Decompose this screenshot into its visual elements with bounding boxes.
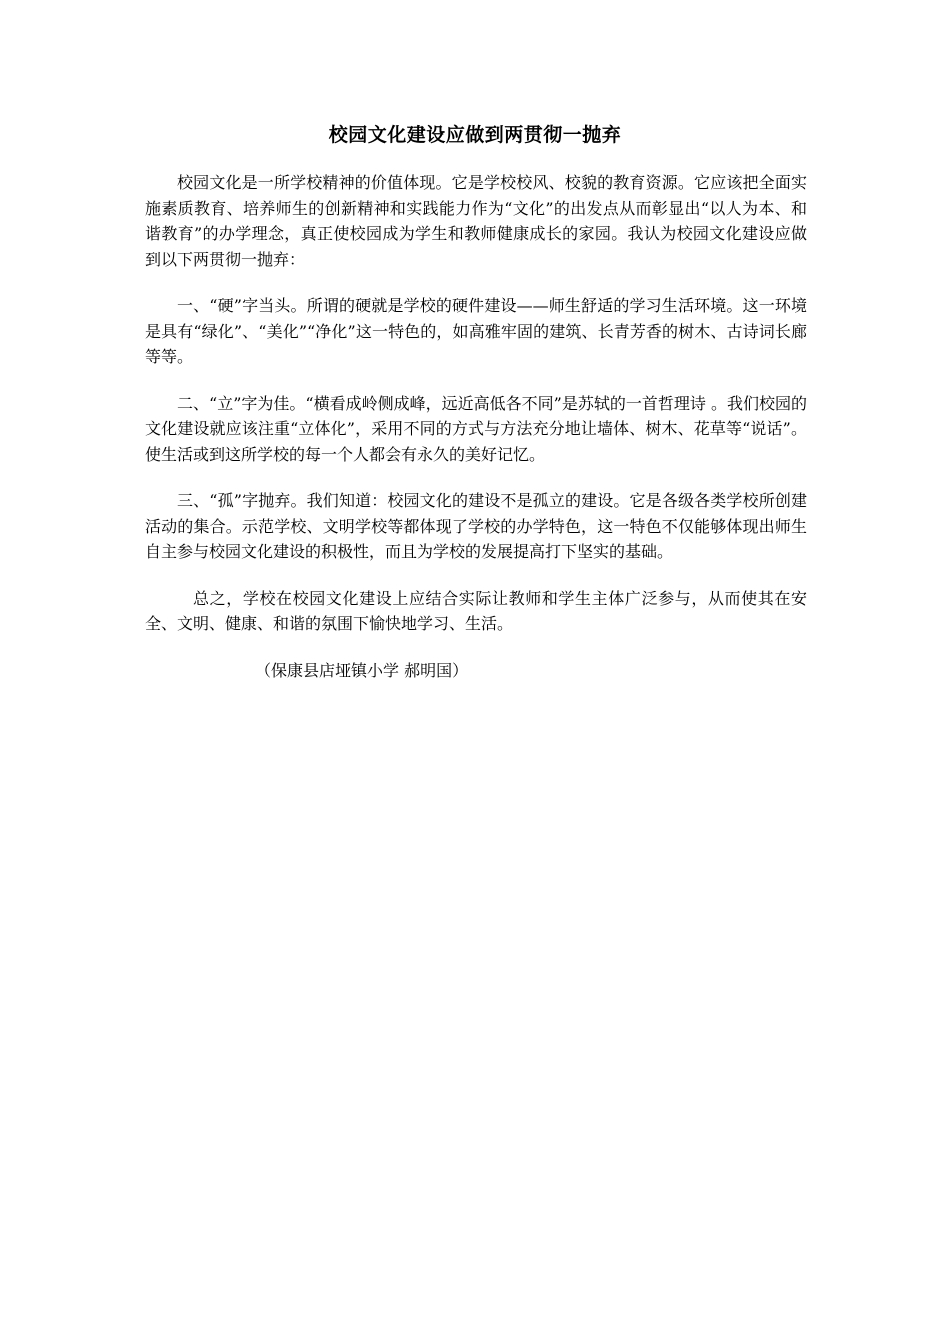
document-body bbox=[145, 170, 807, 683]
paragraph-intro: 校园文化是一所学校精神的价值体现。它是学校校风、校貌的教育资源。它应该把全面实施素质教育、培养师生的创新精神和实践能力作为“文化”的出发点从而彰显出“以人为本、和谐教育”的办学理念，真正使校园成为学生和教师健康成长的家园。我认为校园文化建设应做到以下两贯彻一抛弃： bbox=[145, 173, 807, 269]
paragraph-point-three: 三、“孤”字抛弃。我们知道：校园文化的建设不是孤立的建设。它是各级各类学校所创建活动的集合。示范学校、文明学校等都体现了学校的办学特色，这一特色不仅能够体现出师生自主参与校园文化建设的积极性，而且为学校的发展提高打下坚实的基础。 bbox=[145, 491, 807, 561]
document-title: 校园文化建设应做到两贯彻一抛弃 bbox=[328, 124, 622, 146]
paragraph-point-one: 一、“硬”字当头。所谓的硬就是学校的硬件建设——师生舒适的学习生活环境。这一环境是具有“绿化”、“美化”“净化”这一特色的，如高雅牢固的建筑、长青芳香的树木、古诗词长廊等等。 bbox=[145, 296, 807, 366]
paragraph-conclusion: 总之，学校在校园文化建设上应结合实际让教师和学生主体广泛参与，从而使其在安全、文明、健康、和谐的氛围下愉快地学习、生活。 bbox=[145, 588, 807, 633]
author-signature: （保康县店垭镇小学 郝明国） bbox=[255, 660, 469, 680]
paragraph-point-two: 二、“立”字为佳。“横看成岭侧成峰，远近高低各不同”是苏轼的一首哲理诗 。我们校园的文化建设就应该注重“立体化”，采用不同的方式与方法充分地让墙体、树木、花草等“说话”。使生活或到这所学校的每一个人都会有永久的美好记忆。 bbox=[145, 393, 807, 464]
